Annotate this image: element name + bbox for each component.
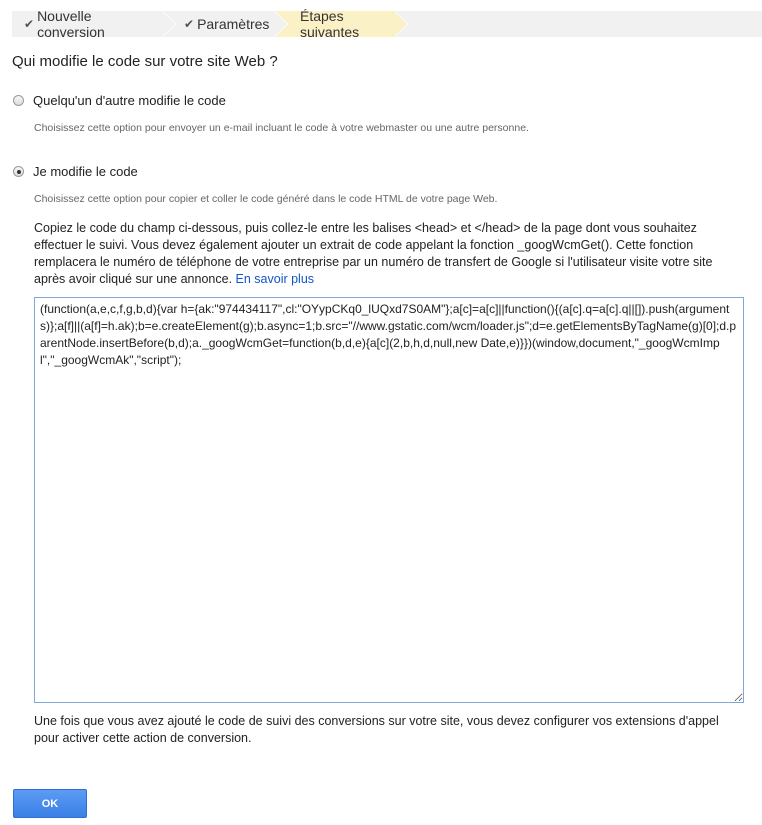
step-label: Paramètres [197,16,270,32]
step-label: Nouvelle conversion [37,8,105,40]
instructions-text: Copiez le code du champ ci-dessous, puis collez-le entre les balises <head> et </head> de la page dont vous souhaitez effectuer le suivi. Vous devez également ajouter un extrait de code appelant la fonction _googWcmGet(). Cette fonction remplacera le numéro de téléphone de votre entreprise par un numéro de transfert de Google si l'utilisateur visite votre site après avoir cliqué sur une annonce. [34,221,713,286]
option-self-edit[interactable] [13,164,138,179]
checkmark-icon: ✔ [24,17,35,31]
option-help-text: Choisissez cette option pour envoyer un e-mail incluant le code à votre webmaster ou une autre personne. [34,122,529,134]
instructions [34,220,744,288]
option-help-text: Choisissez cette option pour copier et coller le code généré dans le code HTML de votre page Web. [34,193,498,205]
ok-button[interactable]: OK [13,789,87,818]
step-label: Étapes suivantes [300,8,360,40]
option-someone-else[interactable] [13,93,226,108]
tracking-code-textarea[interactable] [34,297,744,703]
chevron-right-icon [162,11,175,37]
chevron-right-icon [274,11,287,37]
step-settings[interactable] [162,11,274,37]
radio-someone-else[interactable] [13,95,24,106]
checkmark-icon: ✔ [184,17,195,31]
progress-steps [12,8,762,40]
option-label[interactable]: Quelqu'un d'autre modifie le code [33,93,226,108]
step-new-conversion[interactable] [12,8,162,40]
chevron-right-icon [394,11,407,37]
step-next-steps [274,8,394,40]
option-label[interactable]: Je modifie le code [33,164,138,179]
page-title: Qui modifie le code sur votre site Web ? [12,53,278,70]
learn-more-link[interactable]: En savoir plus [235,272,315,286]
radio-self-edit[interactable] [13,166,24,177]
footer-note: Une fois que vous avez ajouté le code de suivi des conversions sur votre site, vous devez configurer vos extensions d'appel pour activer cette action de conversion. [34,714,719,745]
